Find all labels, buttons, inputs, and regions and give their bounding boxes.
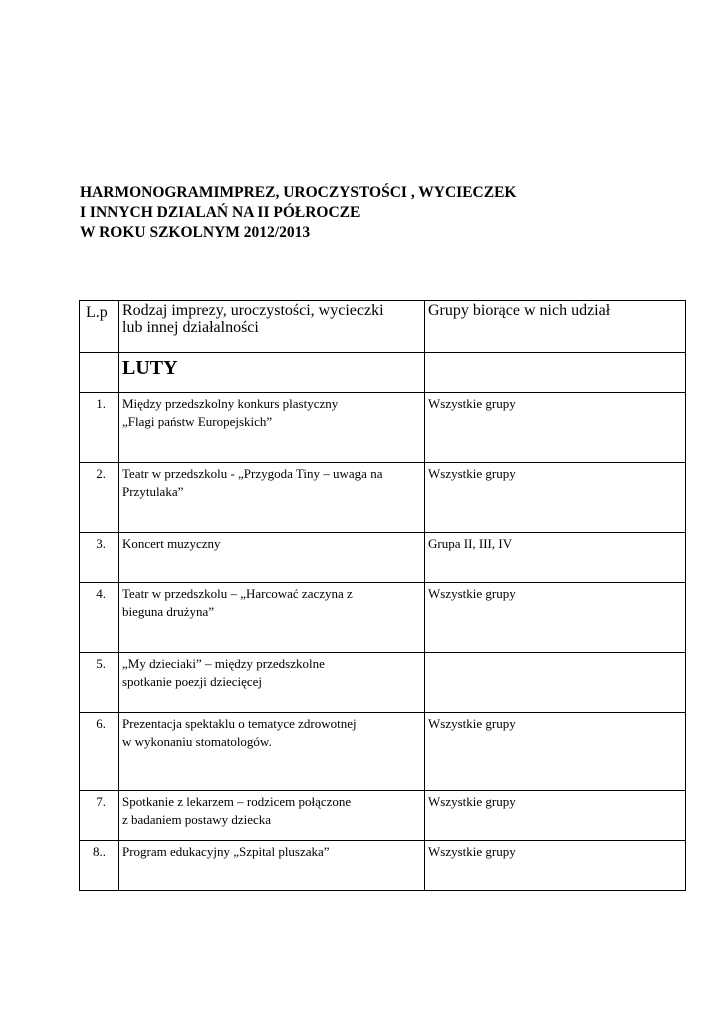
row-number: 8.. (80, 841, 119, 891)
schedule-table (79, 300, 686, 891)
table-row (80, 841, 686, 891)
row-number: 4. (80, 583, 119, 653)
row-event (119, 393, 425, 463)
row-groups (425, 653, 686, 713)
row-event-line: Teatr w przedszkolu – „Harcować zaczyna z (122, 586, 353, 601)
row-event-line: spotkanie poezji dziecięcej (122, 674, 263, 689)
row-event (119, 791, 425, 841)
row-event (119, 713, 425, 791)
row-event-line: Program edukacyjny „Szpital pluszaka” (122, 844, 330, 859)
row-event-line: bieguna drużyna” (122, 604, 215, 619)
table-row (80, 653, 686, 713)
table-row (80, 583, 686, 653)
row-groups: Grupa II, III, IV (425, 533, 686, 583)
row-event-line: Przytulaka” (122, 484, 184, 499)
row-event-line: „Flagi państw Europejskich” (122, 414, 273, 429)
table-row (80, 533, 686, 583)
month-lp-cell (80, 353, 119, 393)
row-event-line: „My dzieciaki” – między przedszkolne (122, 656, 325, 671)
row-number: 3. (80, 533, 119, 583)
row-groups: Wszystkie grupy (425, 791, 686, 841)
table-row (80, 393, 686, 463)
row-groups: Wszystkie grupy (425, 393, 686, 463)
row-groups: Wszystkie grupy (425, 583, 686, 653)
header-lp: L.p (80, 301, 119, 353)
row-groups: Wszystkie grupy (425, 841, 686, 891)
table-row (80, 791, 686, 841)
row-event-line: Koncert muzyczny (122, 536, 221, 551)
row-number: 5. (80, 653, 119, 713)
row-event-line: z badaniem postawy dziecka (122, 812, 272, 827)
row-number: 1. (80, 393, 119, 463)
title-line-2: I INNYCH DZIALAŃ NA II PÓŁROCZE (80, 204, 361, 221)
row-event-line: Teatr w przedszkolu - „Przygoda Tiny – uwaga na (122, 466, 383, 481)
header-event (119, 301, 425, 353)
row-event (119, 533, 425, 583)
row-groups: Wszystkie grupy (425, 463, 686, 533)
title-line-3: W ROKU SZKOLNYM 2012/2013 (80, 224, 311, 241)
table-row (80, 463, 686, 533)
month-groups-cell (425, 353, 686, 393)
month-cell (119, 353, 425, 393)
header-event-line-2: lub innej działalności (122, 319, 259, 336)
document-title (80, 183, 680, 243)
row-event-line: Spotkanie z lekarzem – rodzicem połączone (122, 794, 352, 809)
month-row (80, 353, 686, 393)
row-event (119, 841, 425, 891)
month-label: LUTY (122, 357, 178, 379)
row-number: 7. (80, 791, 119, 841)
table-row (80, 713, 686, 791)
header-groups: Grupy biorące w nich udział (425, 301, 686, 353)
row-event (119, 463, 425, 533)
row-event-line: Prezentacja spektaklu o tematyce zdrowotnej (122, 716, 357, 731)
row-event-line: Między przedszkolny konkurs plastyczny (122, 396, 339, 411)
row-event-line: w wykonaniu stomatologów. (122, 734, 272, 749)
row-event (119, 653, 425, 713)
table-header-row (80, 301, 686, 353)
title-line-1: HARMONOGRAMIMPREZ, UROCZYSTOŚCI , WYCIECZEK (80, 184, 517, 201)
row-number: 6. (80, 713, 119, 791)
header-event-line-1: Rodzaj imprezy, uroczystości, wycieczki (122, 302, 384, 319)
row-number: 2. (80, 463, 119, 533)
row-event (119, 583, 425, 653)
row-groups: Wszystkie grupy (425, 713, 686, 791)
